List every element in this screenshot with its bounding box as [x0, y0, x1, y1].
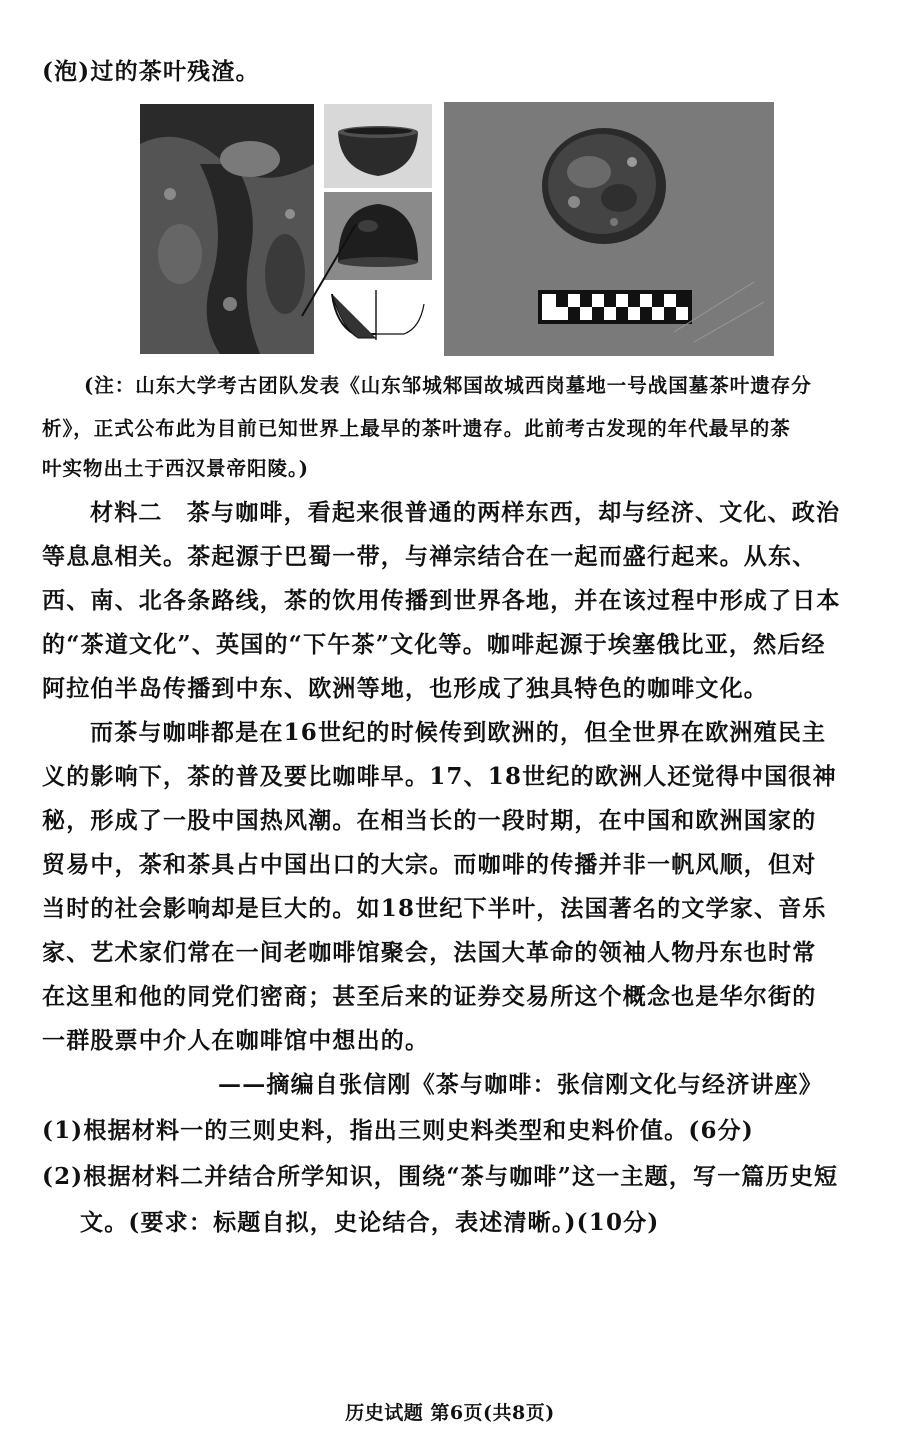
page-footer: 历史试题 第6页(共8页) [345, 1402, 555, 1424]
paragraph2-line-3: 秘，形成了一股中国热风潮。在相当长的一段时期，在中国和欧洲国家的 [42, 807, 817, 834]
tea-residue-photo [444, 102, 774, 356]
note-line-1: (注：山东大学考古团队发表《山东邹城邾国故城西岗墓地一号战国墓茶叶遗存分 [84, 374, 812, 397]
paragraph2-line-6: 家、艺术家们常在一间老咖啡馆聚会，法国大革命的领袖人物丹东也时常 [42, 939, 817, 966]
paragraph2-line-1: 而茶与咖啡都是在16世纪的时候传到欧洲的，但全世界在欧洲殖民主 [90, 719, 827, 746]
scale-bar [538, 290, 692, 324]
question-2-line-1: (2)根据材料二并结合所学知识，围绕“茶与咖啡”这一主题，写一篇历史短 [42, 1163, 839, 1190]
note-line-2: 析》，正式公布此为目前已知世界上最早的茶叶遗存。此前考古发现的年代最早的茶 [42, 417, 791, 440]
excavation-site-photo [140, 104, 314, 354]
paragraph2-line-4: 贸易中，茶和茶具占中国出口的大宗。而咖啡的传播并非一帆风顺，但对 [42, 851, 817, 878]
top-line: (泡)过的茶叶残渣。 [42, 58, 260, 85]
paragraph2-line-5: 当时的社会影响却是巨大的。如18世纪下半叶，法国著名的文学家、音乐 [42, 895, 827, 922]
paragraph2-line-8: 一群股票中介人在咖啡馆中想出的。 [42, 1027, 430, 1054]
material-two-line-1: 材料二 茶与咖啡，看起来很普通的两样东西，却与经济、文化、政治 [90, 499, 841, 526]
paragraph2-line-7: 在这里和他的同党们密商；甚至后来的证券交易所这个概念也是华尔街的 [42, 983, 817, 1010]
source-citation: ——摘编自张信刚《茶与咖啡：张信刚文化与经济讲座》 [218, 1071, 823, 1098]
bowl-side-photo [324, 104, 432, 188]
note-line-3: 叶实物出土于西汉景帝阳陵。) [42, 457, 309, 480]
question-1: (1)根据材料一的三则史料，指出三则史料类型和史料价值。(6分) [42, 1117, 754, 1144]
paragraph2-line-2: 义的影响下，茶的普及要比咖啡早。17、18世纪的欧洲人还觉得中国很神 [42, 763, 837, 790]
material-two-line-2: 等息息相关。茶起源于巴蜀一带，与禅宗结合在一起而盛行起来。从东、 [42, 543, 817, 570]
question-2-line-2: 文。(要求：标题自拟，史论结合，表述清晰。)(10分) [80, 1209, 660, 1236]
material-two-line-4: 的“茶道文化”、英国的“下午茶”文化等。咖啡起源于埃塞俄比亚，然后经 [42, 631, 826, 658]
material-two-line-3: 西、南、北各条路线，茶的饮用传播到世界各地，并在该过程中形成了日本 [42, 587, 841, 614]
material-two-line-5: 阿拉伯半岛传播到中东、欧洲等地，也形成了独具特色的咖啡文化。 [42, 675, 768, 702]
connector-line [300, 220, 360, 320]
